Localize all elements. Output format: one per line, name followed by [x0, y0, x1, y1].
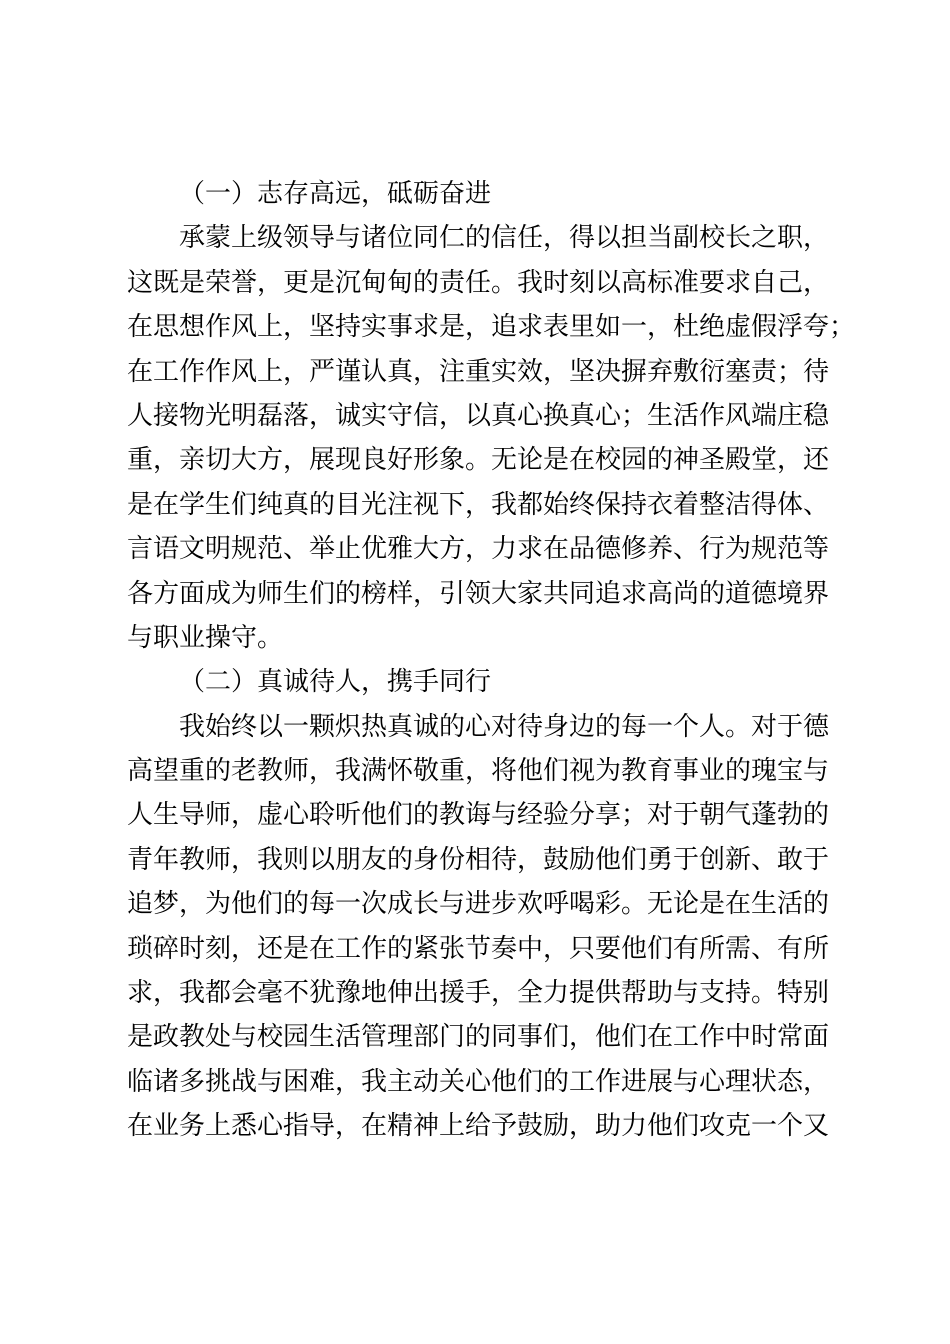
paragraph-line: 这既是荣誉，更是沉甸甸的责任。我时刻以高标准要求自己，	[127, 267, 830, 298]
paragraph-line: 高望重的老教师，我满怀敬重，将他们视为教育事业的瑰宝与	[127, 756, 830, 787]
paragraph-line: 人接物光明磊落，诚实守信，以真心换真心；生活作风端庄稳	[127, 400, 830, 431]
paragraph-line: 在工作作风上，严谨认真，注重实效，坚决摒弃敷衍塞责；待	[127, 356, 830, 387]
paragraph-line: 是政教处与校园生活管理部门的同事们，他们在工作中时常面	[127, 1022, 830, 1053]
paragraph-line: 在业务上悉心指导，在精神上给予鼓励，助力他们攻克一个又	[127, 1111, 830, 1142]
paragraph-line: 是在学生们纯真的目光注视下，我都始终保持衣着整洁得体、	[127, 489, 830, 520]
section-heading-1: （一）志存高远，砥砺奋进	[179, 179, 492, 209]
section-heading-2: （二）真诚待人，携手同行	[179, 667, 492, 698]
paragraph-line: 青年教师，我则以朋友的身份相待，鼓励他们勇于创新、敢于	[127, 844, 830, 875]
paragraph-line: 言语文明规范、举止优雅大方，力求在品德修养、行为规范等	[127, 534, 830, 565]
paragraph-line: 琐碎时刻，还是在工作的紧张节奏中，只要他们有所需、有所	[127, 933, 830, 964]
paragraph-line: 在思想作风上，坚持实事求是，追求表里如一，杜绝虚假浮夸；	[127, 312, 856, 343]
paragraph-line: 我始终以一颗炽热真诚的心对待身边的每一个人。对于德	[179, 711, 830, 742]
paragraph-line: 临诸多挑战与困难，我主动关心他们的工作进展与心理状态，	[127, 1066, 830, 1097]
document-body	[127, 172, 856, 1149]
paragraph-line: 各方面成为师生们的榜样，引领大家共同追求高尚的道德境界	[127, 578, 830, 609]
paragraph-line: 承蒙上级领导与诸位同仁的信任，得以担当副校长之职，	[179, 223, 830, 254]
paragraph-line: 重，亲切大方，展现良好形象。无论是在校园的神圣殿堂，还	[127, 445, 830, 476]
paragraph-line: 与职业操守。	[127, 622, 284, 653]
paragraph-line: 追梦，为他们的每一次成长与进步欢呼喝彩。无论是在生活的	[127, 889, 830, 920]
paragraph-line: 人生导师，虚心聆听他们的教诲与经验分享；对于朝气蓬勃的	[127, 800, 830, 831]
paragraph-line: 求，我都会毫不犹豫地伸出援手，全力提供帮助与支持。特别	[127, 978, 830, 1009]
